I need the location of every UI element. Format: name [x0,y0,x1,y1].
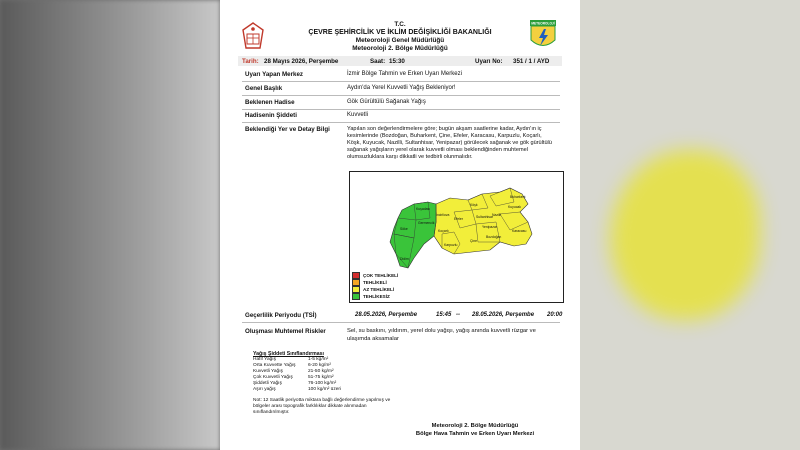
severity-table-title: Yağış Şiddeti Sınıflandırması [253,351,324,357]
legend-label: ÇOK TEHLİKELİ [363,273,399,278]
blurred-map-blob [610,150,760,320]
legend-swatch-yellow [352,286,360,293]
severity-name: Hafif Yağış [253,357,277,362]
divider [242,122,560,123]
time-label: Saat: [370,57,386,65]
district-label: Köşk [470,203,478,207]
district-label: Germencik [418,221,435,225]
severity-label: Hadisenin Şiddeti [245,112,297,119]
severity-name: Çok Kuvvetli Yağış [253,375,293,380]
severity-name: Orta Kuvvette Yağış [253,363,296,368]
severity-range: 21-50 kg/m² [308,369,334,374]
blurred-background-left [0,0,220,450]
risks-label: Oluşması Muhtemel Riskler [245,328,326,335]
district-label: Nazilli [492,213,502,217]
warning-no-value: 351 / 1 / AYD [513,57,550,65]
legend-swatch-red [352,272,360,279]
legend-item [352,272,398,279]
meta-bar [238,56,562,66]
divider [242,109,560,110]
header-line-4: Meteoroloji 2. Bölge Müdürlüğü [352,45,448,52]
district-label: İncirliova [436,213,450,217]
validity-end-time: 20:00 [547,312,563,318]
district-label: Didim [400,257,409,261]
legend-swatch-orange [352,279,360,286]
svg-text:METEOROLOJİ: METEOROLOJİ [531,21,555,26]
severity-name: Aşırı yağış [253,387,276,392]
document-footer [410,423,540,438]
district-label: Karacasu [512,229,527,233]
document-header [280,21,520,53]
footer-line-2: Bölge Hava Tahmin ve Erken Uyarı Merkezi [415,430,535,437]
severity-row [253,387,341,393]
detail-text: Yapılan son değerlendirmelere göre; bugün akşam saatlerine kadar, Aydın'ın iç kesimlerinde (Bozdoğan, Buharkent, Çine, Efeler, Karacasu, Karpuzlu, Koçarlı, Köşk, Kuyucak, Nazilli, Sultanhisar, Yenipazar) görülecek sağanak ve gök gürültülü sağanak yağışların yerel olarak kuvvetli olması beklendiğinden muhtemel olumsuzluklara karşı dikkatli ve tedbirli olunmalıdır. [347,126,552,160]
district-label: Çine [470,239,477,243]
divider [242,81,560,82]
district-label: Karpuzlu [444,243,458,247]
header-line-1: T.C. [394,21,406,28]
header-line-2: ÇEVRE ŞEHİRCİLİK VE İKLİM DEĞİŞİKLİĞİ BAKANLIĞI [308,29,492,36]
legend-label: TEHLİKESİZ [363,294,390,299]
severity-name: Kuvvetli Yağış [253,369,283,374]
validity-start-date: 28.05.2026, Perşembe [355,312,418,318]
detail-label: Beklendiği Yer ve Detay Bilgi [245,126,330,133]
validity-start-time: 15:45 [436,312,452,318]
expected-event-label: Beklenen Hadise [245,99,295,106]
issuer-value: İzmir Bölge Tahmin ve Erken Uyarı Merkezi [347,71,462,77]
time-value: 15:30 [389,57,405,65]
severity-name: Şiddetli Yağış [253,381,282,386]
meteorology-logo-icon [528,18,558,52]
severity-range: 100 kg/m² üzeri [308,387,342,392]
legend-item [352,293,398,300]
precipitation-severity-table [253,351,341,393]
validity-end-date: 28.05.2026, Perşembe [472,312,535,318]
district-label: Efeler [454,217,463,221]
warning-no-label: Uyarı No: [475,57,503,65]
severity-range: 76-100 kg/m² [308,381,337,386]
district-label: Yenipazar [482,225,497,229]
issuer-label: Uyarı Yapan Merkez [245,71,304,78]
district-label: Koçarlı [438,229,449,233]
legend-label: AZ TEHLİKELİ [363,287,395,292]
legend-item [352,286,398,293]
district-label: Bozdoğan [486,235,502,239]
divider [242,95,560,96]
legend-item [352,279,398,286]
district-label: Sultanhisar [476,215,493,219]
footer-line-1: Meteoroloji 2. Bölge Müdürlüğü [431,423,519,429]
risks-value: Sel, su baskını, yıldırım, yerel dolu yağışı, yağış anında kuvvetli rüzgar ve ulaşımda aksamalar [347,328,536,342]
severity-range: 6-20 kg/m² [308,363,331,368]
general-title-label: Genel Başlık [245,85,283,92]
validity-label: Geçerlilik Periyodu (TSİ) [245,312,317,319]
validity-dash: -- [456,312,460,318]
divider [242,322,560,323]
header-line-3: Meteoroloji Genel Müdürlüğü [355,37,445,44]
expected-event-value: Gök Gürültülü Sağanak Yağış [347,99,426,105]
severity-value: Kuvvetli [347,112,369,118]
legend-swatch-green [352,293,360,300]
warning-document [220,0,580,450]
general-title-value: Aydın'da Yerel Kuvvetli Yağış Bekleniyor! [347,85,456,91]
district-label: Buharkent [510,195,526,199]
severity-range: 1-5 kg/m² [308,357,329,362]
ministry-logo-icon [238,20,268,54]
district-label: Söke [400,227,408,231]
date-value: 28 Mayıs 2026, Perşembe [264,57,339,65]
district-label: Kuşadası [416,207,431,211]
legend-label: TEHLİKELİ [363,280,387,285]
severity-range: 51-75 kg/m² [308,375,334,380]
map-legend [352,272,398,300]
severity-note: Not: 12 Saatlik periyotta miktara bağlı değerlendirme yapılmış ve bölgeler arası topografik farklılıklar dikkate alınmadan sınıflandırılmıştır. [253,398,391,415]
district-label: Kuyucak [508,205,522,209]
date-label: Tarih: [242,57,259,65]
